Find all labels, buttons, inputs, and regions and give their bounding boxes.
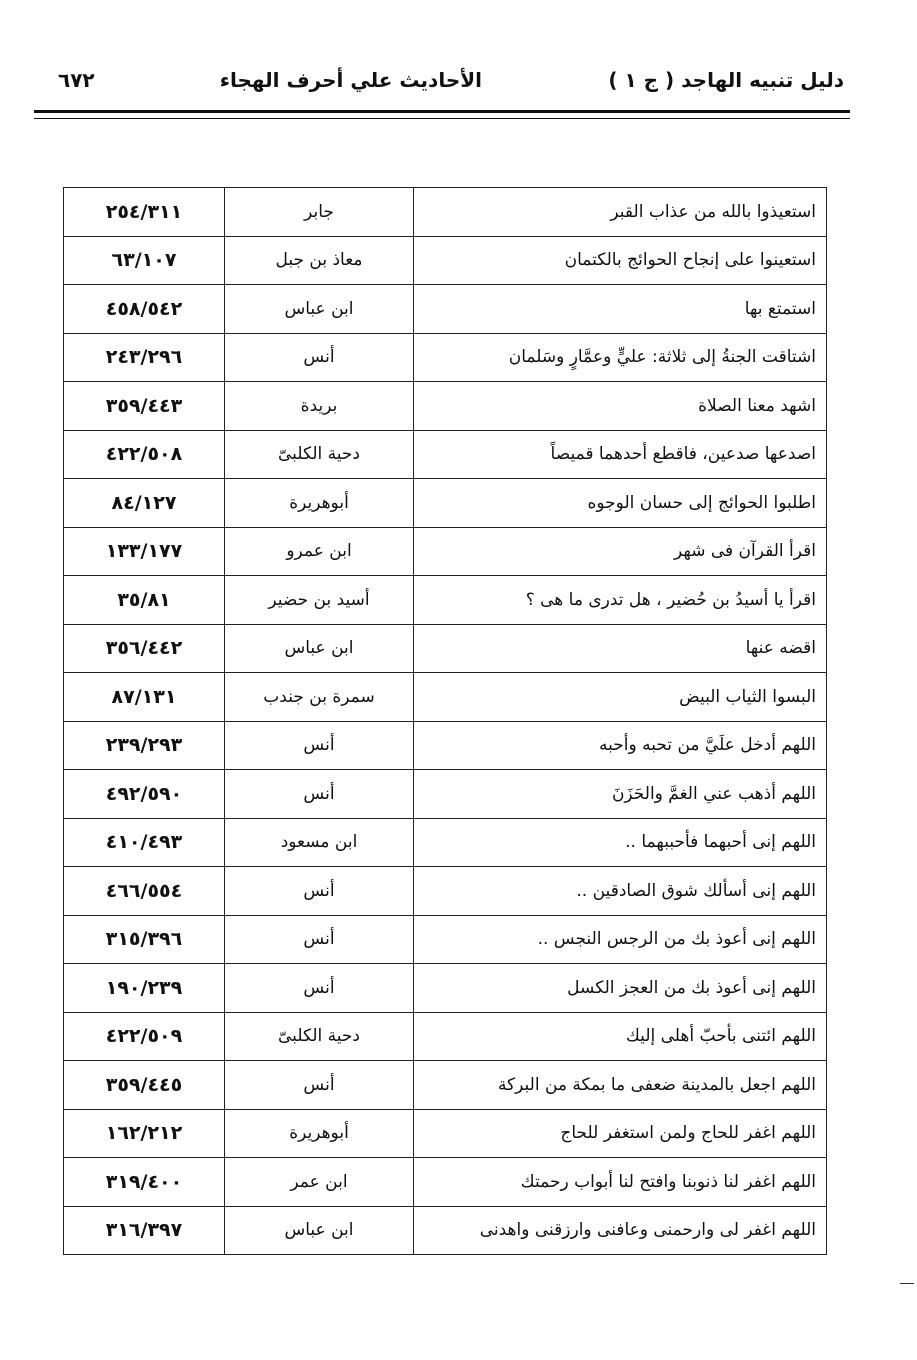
narrator-name: أنس — [225, 1061, 414, 1110]
hadith-text: اللهم إنى أعوذ بك من العجز الكسل — [414, 964, 827, 1013]
hadith-text: استمتع بها — [414, 285, 827, 334]
table-row — [64, 1061, 827, 1110]
reference-number: ٢٥٤/٣١١ — [64, 188, 225, 237]
reference-number: ١٦٢/٢١٢ — [64, 1109, 225, 1158]
reference-number: ٣١٥/٣٩٦ — [64, 915, 225, 964]
margin-mark — [900, 1283, 914, 1284]
narrator-name: ابن عباس — [225, 624, 414, 673]
narrator-name: جابر — [225, 188, 414, 237]
table-row — [64, 576, 827, 625]
hadith-text: اللهم اغفر للحاج ولمن استغفر للحاج — [414, 1109, 827, 1158]
reference-number: ٨٤/١٢٧ — [64, 479, 225, 528]
narrator-name: ابن مسعود — [225, 818, 414, 867]
table-row — [64, 770, 827, 819]
reference-number: ٣٥٦/٤٤٢ — [64, 624, 225, 673]
reference-number: ٤٥٨/٥٤٢ — [64, 285, 225, 334]
reference-number: ٣٥٩/٤٤٣ — [64, 382, 225, 431]
hadith-text: اللهم اغفر لنا ذنوبنا وافتح لنا أبواب رحمتك — [414, 1158, 827, 1207]
table-row — [64, 915, 827, 964]
table-row — [64, 964, 827, 1013]
section-title: الأحاديث علي أحرف الهجاء — [219, 68, 482, 92]
reference-number: ٦٣/١٠٧ — [64, 236, 225, 285]
reference-number: ٨٧/١٣١ — [64, 673, 225, 722]
table-row — [64, 1206, 827, 1255]
narrator-name: ابن عباس — [225, 1206, 414, 1255]
table-row — [64, 382, 827, 431]
reference-number: ١٩٠/٢٣٩ — [64, 964, 225, 1013]
narrator-name: ابن عمرو — [225, 527, 414, 576]
hadith-text: اشتاقت الجنةُ إلى ثلاثة: عليٍّ وعمَّارٍ وسَلمان — [414, 333, 827, 382]
hadith-text: اللهم إنى أحبهما فأحببهما .. — [414, 818, 827, 867]
hadith-text: اللهم إنى أعوذ بك من الرجس النجس .. — [414, 915, 827, 964]
narrator-name: سمرة بن جندب — [225, 673, 414, 722]
reference-number: ٤٩٢/٥٩٠ — [64, 770, 225, 819]
narrator-name: أنس — [225, 770, 414, 819]
narrator-name: ابن عمر — [225, 1158, 414, 1207]
table-row — [64, 867, 827, 916]
table-row — [64, 479, 827, 528]
narrator-name: أنس — [225, 915, 414, 964]
reference-number: ٤٢٢/٥٠٨ — [64, 430, 225, 479]
narrator-name: أنس — [225, 333, 414, 382]
table-row — [64, 285, 827, 334]
reference-number: ٤٢٢/٥٠٩ — [64, 1012, 225, 1061]
table-row — [64, 1109, 827, 1158]
reference-number: ٢٣٩/٢٩٣ — [64, 721, 225, 770]
narrator-name: أنس — [225, 964, 414, 1013]
narrator-name: أنس — [225, 721, 414, 770]
narrator-name: ابن عباس — [225, 285, 414, 334]
narrator-name: أسيد بن حضير — [225, 576, 414, 625]
table-row — [64, 673, 827, 722]
page-header — [40, 62, 852, 102]
page-number: ٦٧٢ — [58, 68, 95, 92]
hadith-index-table — [63, 187, 823, 1255]
table-body — [64, 188, 827, 1255]
table-row — [64, 188, 827, 237]
reference-number: ٣٥/٨١ — [64, 576, 225, 625]
hadith-text: اشهد معنا الصلاة — [414, 382, 827, 431]
narrator-name: دحية الكلبىّ — [225, 430, 414, 479]
table-row — [64, 430, 827, 479]
hadith-text: اللهم اجعل بالمدينة ضعفى ما بمكة من البركة — [414, 1061, 827, 1110]
reference-number: ٣٥٩/٤٤٥ — [64, 1061, 225, 1110]
reference-number: ٤١٠/٤٩٣ — [64, 818, 225, 867]
hadith-text: استعيذوا بالله من عذاب القبر — [414, 188, 827, 237]
hadith-text: اللهم أدخل علَيَّ من تحبه وأحبه — [414, 721, 827, 770]
hadith-text: اقضه عنها — [414, 624, 827, 673]
reference-number: ٤٦٦/٥٥٤ — [64, 867, 225, 916]
reference-number: ٣١٦/٣٩٧ — [64, 1206, 225, 1255]
table-row — [64, 818, 827, 867]
table-row — [64, 333, 827, 382]
hadith-text: اللهم إنى أسألك شوق الصادقين .. — [414, 867, 827, 916]
hadith-text: اللهم أذهب عني الغمَّ والحَزَنَ — [414, 770, 827, 819]
hadith-text: اقرأ القرآن فى شهر — [414, 527, 827, 576]
book-title: دليل تنبيه الهاجد ( ج ١ ) — [608, 68, 844, 92]
header-rule-thin — [34, 118, 850, 119]
narrator-name: دحية الكلبىّ — [225, 1012, 414, 1061]
narrator-name: أبوهريرة — [225, 1109, 414, 1158]
hadith-text: استعينوا على إنجاح الحوائج بالكتمان — [414, 236, 827, 285]
reference-number: ٣١٩/٤٠٠ — [64, 1158, 225, 1207]
hadith-text: اطلبوا الحوائج إلى حسان الوجوه — [414, 479, 827, 528]
table-row — [64, 1012, 827, 1061]
hadith-text: اصدعها صدعين، فاقطع أحدهما قميصاً — [414, 430, 827, 479]
table-row — [64, 624, 827, 673]
narrator-name: بريدة — [225, 382, 414, 431]
table-row — [64, 1158, 827, 1207]
header-rule-thick — [34, 110, 850, 113]
table-row — [64, 721, 827, 770]
narrator-name: معاذ بن جبل — [225, 236, 414, 285]
reference-number: ١٣٣/١٧٧ — [64, 527, 225, 576]
table-row — [64, 527, 827, 576]
reference-number: ٢٤٣/٢٩٦ — [64, 333, 225, 382]
narrator-name: أنس — [225, 867, 414, 916]
hadith-text: اللهم ائتنى بأحبّ أهلى إليك — [414, 1012, 827, 1061]
hadith-text: اقرأ يا أسيدُ بن حُضير ، هل تدرى ما هى ؟ — [414, 576, 827, 625]
table-row — [64, 236, 827, 285]
narrator-name: أبوهريرة — [225, 479, 414, 528]
hadith-text: البسوا الثياب البيض — [414, 673, 827, 722]
hadith-text: اللهم اغفر لى وارحمنى وعافنى وارزقنى واهدنى — [414, 1206, 827, 1255]
